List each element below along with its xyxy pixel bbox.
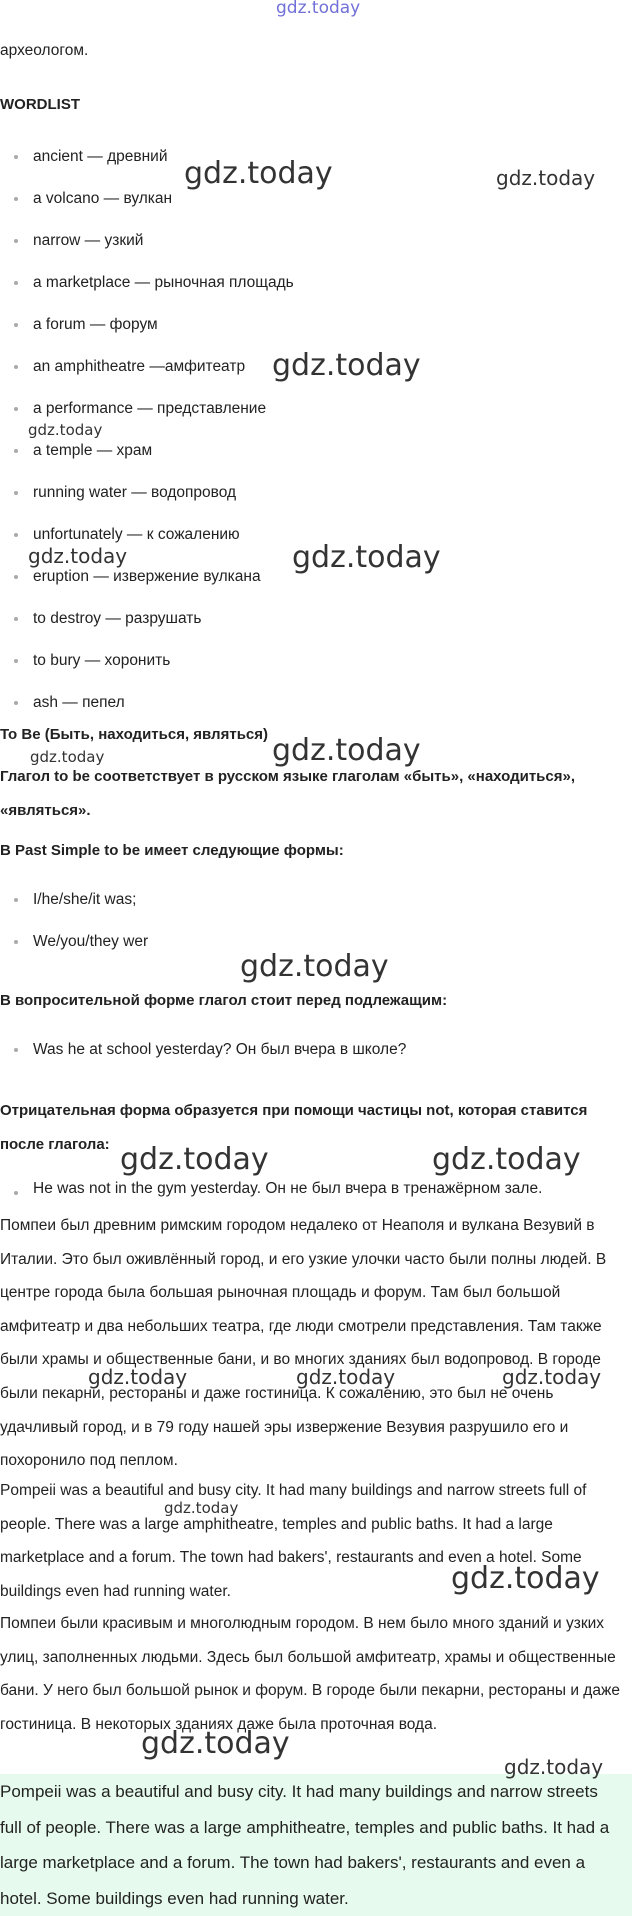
list-item: a forum — форум (0, 304, 294, 346)
watermark-top: gdz.today (276, 0, 361, 18)
list-item: a performance — представление (0, 388, 294, 430)
negative-heading: Отрицательная форма образуется при помощи частицы not, которая ставится после глагола: (0, 1102, 588, 1153)
past-heading: В Past Simple to be имеет следующие формы: (0, 842, 344, 859)
watermark: gdz.today (504, 1755, 604, 1779)
watermark: gdz.today (296, 1365, 396, 1389)
watermark: gdz.today (120, 1142, 269, 1177)
watermark: gdz.today (272, 348, 421, 383)
past-forms-list (0, 879, 148, 963)
list-item: ash — пепел (0, 682, 294, 724)
watermark: gdz.today (502, 1365, 602, 1389)
list-item: unfortunately — к сожалению (0, 514, 294, 556)
question-heading: В вопросительной форме глагол стоит перед подлежащим: (0, 992, 448, 1009)
list-item: a temple — храм (0, 430, 294, 472)
watermark: gdz.today (141, 1726, 290, 1761)
english-paragraph-1: Pompeii was a beautiful and busy city. It had many buildings and narrow streets full of people. There was a large amphitheatre, temples and public baths. It had a large marketplace and a forum. The town had bakers', restaurants and even a hotel. Some buildings even had running water. (0, 1482, 587, 1600)
watermark: gdz.today (272, 733, 421, 768)
list-item: a marketplace — рыночная площадь (0, 262, 294, 304)
watermark: gdz.today (451, 1561, 600, 1596)
intro-tail: археологом. (0, 42, 89, 59)
list-item: to bury — хоронить (0, 640, 294, 682)
grammar-intro: Глагол to be соответствует в русском языке глаголам «быть», «находиться», «являться». (0, 768, 576, 819)
watermark: gdz.today (292, 540, 441, 575)
watermark: gdz.today (30, 748, 105, 766)
watermark: gdz.today (240, 949, 389, 984)
list-item: to destroy — разрушать (0, 598, 294, 640)
list-item: I/he/she/it was; (0, 879, 148, 921)
russian-paragraph-2: Помпеи были красивым и многолюдным городом. В нем было много зданий и узких улиц, заполненных людьми. Здесь был большой амфитеатр, храмы и общественные бани. У него был большой рынок и форум. В городе были пекарни, рестораны и даже гостиница. В некоторых зданиях даже была проточная вода. (0, 1615, 620, 1733)
watermark: gdz.today (184, 156, 333, 191)
watermark: gdz.today (28, 544, 128, 568)
watermark: gdz.today (88, 1365, 188, 1389)
negative-list (0, 1172, 542, 1206)
russian-paragraph-1: Помпеи был древним римским городом недалеко от Неаполя и вулкана Везувий в Италии. Это был оживлённый город, и его узкие улочки часто были полны людей. В центре города была большая рыночная площадь и форум. Там был большой амфитеатр и два небольших театра, где люди смотрели представления. Там также были храмы и общественные бани, и во многих зданиях был водопровод. В городе были пекарни, рестораны и даже гостиница. К сожалению, это был не очень удачливый город, и в 79 году нашей эры извержение Везувия разрушило его и похоронило под пеплом. (0, 1217, 607, 1470)
watermark: gdz.today (432, 1142, 581, 1177)
list-item: He was not in the gym yesterday. Он не был вчера в тренажёрном зале. (0, 1172, 542, 1206)
watermark: gdz.today (496, 166, 596, 190)
watermark: gdz.today (28, 421, 103, 439)
list-item: eruption — извержение вулкана (0, 556, 294, 598)
list-item: an amphitheatre —амфитеатр (0, 346, 294, 388)
wordlist-heading: WORDLIST (0, 96, 80, 113)
list-item: We/you/they wer (0, 921, 148, 963)
list-item: running water — водопровод (0, 472, 294, 514)
list-item: ancient — древний (0, 136, 294, 178)
list-item: narrow — узкий (0, 220, 294, 262)
list-item: a volcano — вулкан (0, 178, 294, 220)
grammar-title: To Be (Быть, находиться, являться) (0, 726, 269, 743)
question-list (0, 1029, 406, 1071)
answer-text: Pompeii was a beautiful and busy city. It had many buildings and narrow streets full of people. There was a large amphitheatre, temples and public baths. It had a large marketplace and a forum. The town had bakers', restaurants and even a hotel. Some buildings even had running water. (0, 1782, 610, 1908)
watermark: gdz.today (164, 1499, 239, 1517)
list-item: Was he at school yesterday? Он был вчера в школе? (0, 1029, 406, 1071)
